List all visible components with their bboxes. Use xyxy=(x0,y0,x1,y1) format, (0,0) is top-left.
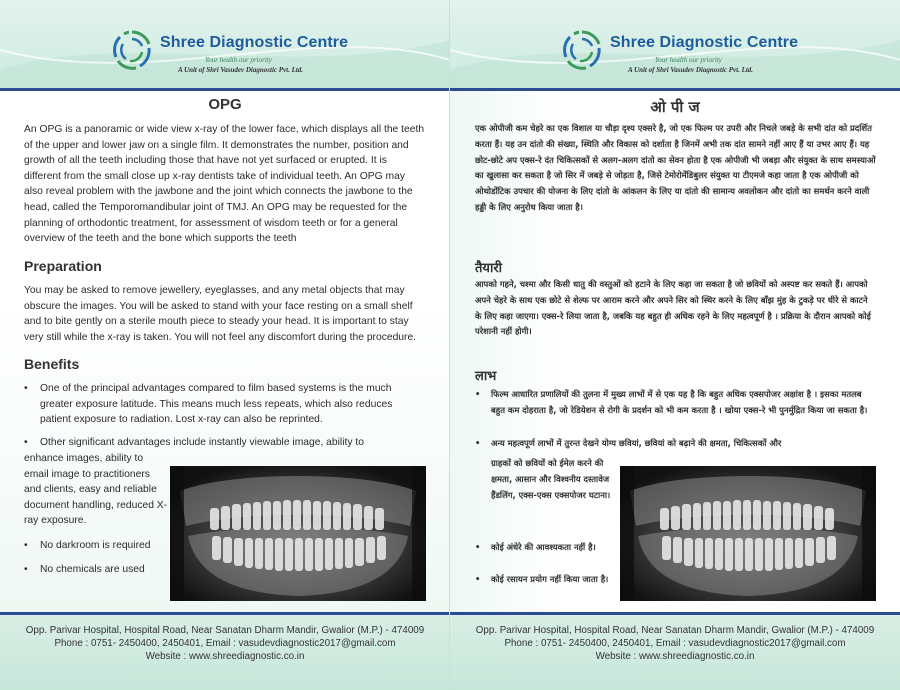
bullet-icon: • xyxy=(24,564,28,575)
footer-contact: Phone : 0751- 2450400, 2450401, Email : vasudevdiagnostic2017@gmail.com xyxy=(504,638,846,649)
bullet-icon: • xyxy=(475,542,481,552)
opg-xray-image xyxy=(170,466,426,601)
page-footer xyxy=(0,615,450,690)
preparation-heading: तैयारी xyxy=(475,261,503,276)
bullet-icon: • xyxy=(475,574,481,584)
benefit-text: No darkroom is required xyxy=(40,540,151,551)
benefit-item xyxy=(24,562,169,578)
brand-unit: A Unit of Shri Vasudev Diagnostic Pvt. Ltd. xyxy=(628,66,754,74)
page-title: OPG xyxy=(208,96,242,113)
benefit-text: कोई अंधेरे की आवश्यकता नहीं है। xyxy=(491,542,596,552)
footer-address: Opp. Parivar Hospital, Hospital Road, Near Sanatan Dharm Mandir, Gwalior (M.P.) - 474009 xyxy=(475,625,875,636)
bullet-icon: • xyxy=(24,383,28,394)
footer-contact: Phone : 0751- 2450400, 2450401, Email : vasudevdiagnostic2017@gmail.com xyxy=(54,638,396,649)
benefit-text: Other significant advantages include instantly viewable image, ability to xyxy=(40,437,364,448)
benefit-text: फिल्म आधारित प्रणालियों की तुलना में मुख्य लाभों में से एक यह है कि बहुत अधिक एक्सपोजर अक्षांश है । इसका मतलब बहुत कम दोहराता है, जो रेडियेशन से रोगी के प्रदर्शन को भी कम करता है । खोया एक्स-रे भी पुनर्मुद्रित किया जा सकता है। xyxy=(491,389,868,415)
page-title: ओ पी ज xyxy=(650,98,700,116)
preparation-paragraph: आपको गहने, चश्मा और किसी धातु की वस्तुओं को हटाने के लिए कहा जा सकता है जो छवियों को अस्पष्ट कर सकते हैं। आपको अपने चेहरे के साथ एक छोटे से शेल्फ पर आराम करने और अपने सिर को स्थिर करने के लिए बाँझ मुंह के टुकड़े पर धीरे से काटने के लिए कहा जाएगा। एक्स-रे लिया जाता है, जबकि यह बहुत ही अधिक रहने के लिए महत्वपूर्ण है । प्रक्रिया के दौरान आपको कोई परेशानी नहीं होगी। xyxy=(475,279,871,337)
brand-name: Shree Diagnostic Centre xyxy=(610,34,799,51)
page-footer xyxy=(450,615,900,690)
benefit-item xyxy=(475,387,876,419)
benefit-item xyxy=(475,540,615,556)
benefit-item xyxy=(475,572,615,588)
page-header xyxy=(450,0,900,88)
benefit-text: कोई रसायन प्रयोग नहीं किया जाता है। xyxy=(491,574,609,584)
logo-icon xyxy=(560,28,604,72)
bullet-icon: • xyxy=(24,437,28,448)
bullet-icon: • xyxy=(475,389,481,399)
intro-paragraph: एक ओपीजी कम चेहरे का एक विशाल या चौड़ा दृश्य एक्सरे है, जो एक फिल्म पर उपरी और निचले जबड़े के सभी दांत को प्रदर्शित करता हैं। यह उन दांतो की संख्या, स्थिति और विकास को दर्शाता है जिनमें अभी तक दांत सामने नहीं आए हैं या उभर आए हैं। यह छोट-छोटे अप एक्स-रे दंत चिकित्सकों से अलग-अलग दांतो का सेवन होता है एक ओपीजी भी जबड़ा और संयुक्त के साथ समस्याओं का खुलासा कर सकता है जो सिर में जबड़े से जोड़ता है, जिसे टेमोरोमेंडिबुलर संयुक्त या टीएमजे कहा जाता है एक ओपीजी को ओथोडोंटिक उपचार की योजना के लिए दांतो के आंकलन के लिए या दांतो की सामान्य अवलोकन और दांतो का समर्थन करने वाली हड्डी के लिए अनुरोध किया जाता है। xyxy=(475,123,876,212)
brand-name: Shree Diagnostic Centre xyxy=(160,34,349,51)
benefit-text: No chemicals are used xyxy=(40,564,145,575)
benefit-item xyxy=(475,436,876,452)
benefits-heading: लाभ xyxy=(475,369,497,384)
benefit-text-continued: enhance images, ability to email image to practitioners and clients, easy and reliable document handling, reduced X-ray exposure. xyxy=(24,453,168,527)
brand-tagline: Your health our priority xyxy=(655,56,722,64)
benefit-item xyxy=(24,435,426,451)
page-content xyxy=(450,91,900,612)
brand-tagline: Your health our priority xyxy=(205,56,272,64)
benefit-item xyxy=(24,538,169,554)
logo-icon xyxy=(110,28,154,72)
benefit-text-continued: ग्राहकों को छवियों को ईमेल करने की क्षमता, आसान और विश्वनीय दस्तावेज हैंडलिंग, एक्स-एक्स एक्सपोजर घटाना। xyxy=(491,458,611,500)
page-content xyxy=(0,91,450,612)
footer-website: Website : www.shreediagnostic.co.in xyxy=(595,651,755,662)
benefit-text: अन्य महत्वपूर्ण लाभों में तुरन्त देखने योग्य छवियां, छवियां को बढ़ाने की क्षमता, चिकित्सकों और xyxy=(491,438,782,448)
benefit-text: One of the principal advantages compared to film based systems is the much greater exposure latitude. This means much less repeats, which also reduces patient exposure to radiation. Lost x-ray can also be reprinted. xyxy=(40,383,393,426)
footer-website: Website : www.shreediagnostic.co.in xyxy=(145,651,305,662)
page-header xyxy=(0,0,450,88)
bullet-icon: • xyxy=(475,438,481,448)
brand-unit: A Unit of Shri Vasudev Diagnostic Pvt. Ltd. xyxy=(178,66,304,74)
preparation-paragraph: You may be asked to remove jewellery, eyeglasses, and any metal objects that may obscure the images. You will be asked to stand with your face resting on a small shelf and to bite gently on a sterile mouth piece to steady your head. It is important to stay very still while the x-ray is taken. You will not feel any discomfort during the procedure. xyxy=(24,285,417,343)
preparation-heading: Preparation xyxy=(24,258,102,274)
footer-address: Opp. Parivar Hospital, Hospital Road, Near Sanatan Dharm Mandir, Gwalior (M.P.) - 474009 xyxy=(25,625,425,636)
opg-xray-image xyxy=(620,466,876,601)
benefit-item xyxy=(24,381,426,428)
benefits-heading: Benefits xyxy=(24,356,80,372)
hindi-page xyxy=(450,0,900,690)
bullet-icon: • xyxy=(24,540,28,551)
intro-paragraph: An OPG is a panoramic or wide view x-ray of the lower face, which displays all the teeth of the upper and lower jaw on a single film. It demonstrates the number, position and growth of all the teeth including those that have not yet surfaced or erupted. It is different from the small close up x-ray dentists take of individual teeth. An OPG may also reveal problem with the jawbone and the joint which connects the jawbone to the head, called the Temporomandibular joint of TMJ. An OPG may be requested for the planning of orthodontic treatment, for assessment of wisdom teeth or for a general overview of the teeth and the bone which supports the teeth xyxy=(24,124,425,245)
